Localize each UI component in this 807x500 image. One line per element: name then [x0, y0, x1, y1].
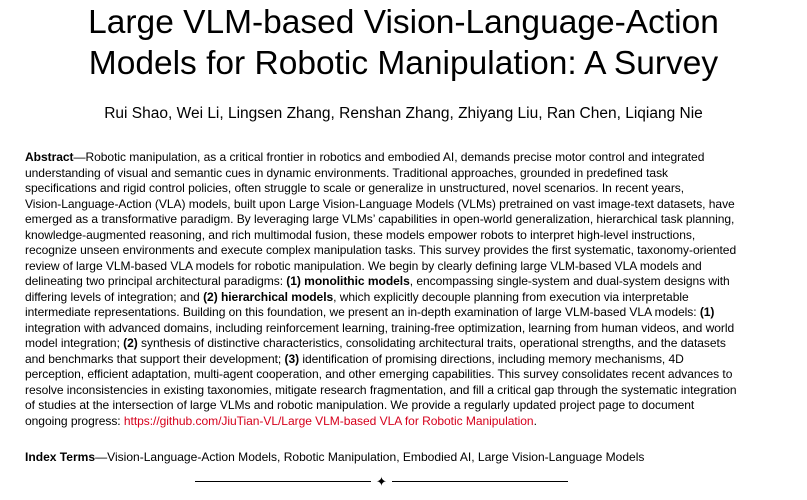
hierarchical-models-term: (2) hierarchical models	[203, 289, 334, 304]
abstract-line: synthesis of distinctive characteristics, consolidating architectural traits, operational strengths, and the datasets	[137, 336, 726, 350]
enum-marker-3: (3)	[284, 351, 300, 366]
abstract-line: emerged as a transformative paradigm. By leveraging large VLMs’ capabilities in open-world generalization, hierarchical task planning,	[25, 212, 735, 226]
abstract-label: Abstract	[25, 150, 74, 164]
abstract-line: intermediate representations. Building on this foundation, we present an in-depth examination of large VLM-based VLA models:	[25, 305, 700, 319]
monolithic-models-term: (1) monolithic models	[286, 274, 410, 288]
abstract-line: , which explicitly decouple planning from execution via interpretable	[333, 289, 689, 304]
index-terms	[25, 450, 787, 466]
separator-rule-left	[195, 481, 371, 482]
enum-marker-2: (2)	[123, 336, 138, 350]
abstract-line-end: .	[533, 413, 537, 428]
abstract-line: recognize unseen environments and execute complex manipulation tasks. This survey provides the first systematic, taxonomy-oriented	[25, 243, 737, 257]
abstract-line: Robotic manipulation, as a critical frontier in robotics and embodied AI, demands precise motor control and integrated	[85, 150, 705, 164]
abstract-line: knowledge-augmented reasoning, and rich multimodal fusion, these models empower robots to interpret high-level instructions,	[25, 227, 696, 242]
abstract-line: integration with advanced domains, including reinforcement learning, training-free optimization, learning from human videos, and world	[25, 320, 735, 335]
abstract-line: identification of promising directions, including memory mechanisms, 4D	[299, 351, 684, 366]
project-page-link[interactable]: https://github.com/JiuTian-VL/Large VLM-based VLA for Robotic Manipulation	[123, 413, 534, 428]
index-terms-text: Vision-Language-Action Models, Robotic Manipulation, Embodied AI, Large Vision-Language Models	[107, 450, 645, 464]
abstract-line: ongoing progress:	[25, 413, 124, 428]
abstract-line: specifications and rigid control policies, often struggle to scale or generalize in unstructured, novel scenarios. In recent years,	[25, 181, 685, 195]
index-terms-label: Index Terms	[25, 450, 96, 464]
separator-diamond-icon: ✦	[376, 474, 387, 489]
abstract-line: understanding of visual and semantic cues in dynamic environments. Traditional approaches, grounded in predefined task	[25, 165, 669, 180]
abstract-line: differing levels of integration; and	[25, 289, 204, 304]
abstract-line: model integration;	[25, 336, 124, 350]
paper-title	[0, 2, 807, 84]
abstract	[25, 150, 787, 429]
enum-marker-1: (1)	[699, 305, 715, 319]
abstract-line: , encompassing single-system and dual-system designs with	[409, 274, 730, 288]
separator-rule-right	[392, 481, 568, 482]
abstract-dash: —	[73, 150, 86, 164]
abstract-line: delineating two principal architectural paradigms:	[25, 274, 287, 288]
abstract-line: and benchmarks that support their development;	[25, 351, 285, 366]
abstract-line: perception, efficient adaptation, multi-agent cooperation, and other emerging capabilities. This survey consolidates recent advances to	[25, 367, 733, 381]
author-list: Rui Shao, Wei Li, Lingsen Zhang, Renshan Zhang, Zhiyang Liu, Ran Chen, Liqiang Nie	[104, 105, 703, 122]
index-terms-dash: —	[95, 450, 108, 464]
abstract-line: resolve inconsistencies in existing taxonomies, mitigate research fragmentation, and fill a critical gap through the systematic integration	[25, 382, 737, 397]
abstract-line: review of large VLM-based VLA models for robotic manipulation. We begin by clearly defining large VLM-based VLA models and	[25, 258, 702, 273]
title-line-1: Large VLM-based Vision-Language-Action	[88, 4, 719, 41]
title-line-2: Models for Robotic Manipulation: A Survey	[88, 45, 719, 82]
abstract-line: of studies at the intersection of large VLMs and robotic manipulation. We provide a regularly updated project page to document	[25, 398, 695, 412]
abstract-line: Vision-Language-Action (VLA) models, built upon Large Vision-Language Models (VLMs) pretrained on vast image-text datasets, have	[25, 196, 735, 211]
